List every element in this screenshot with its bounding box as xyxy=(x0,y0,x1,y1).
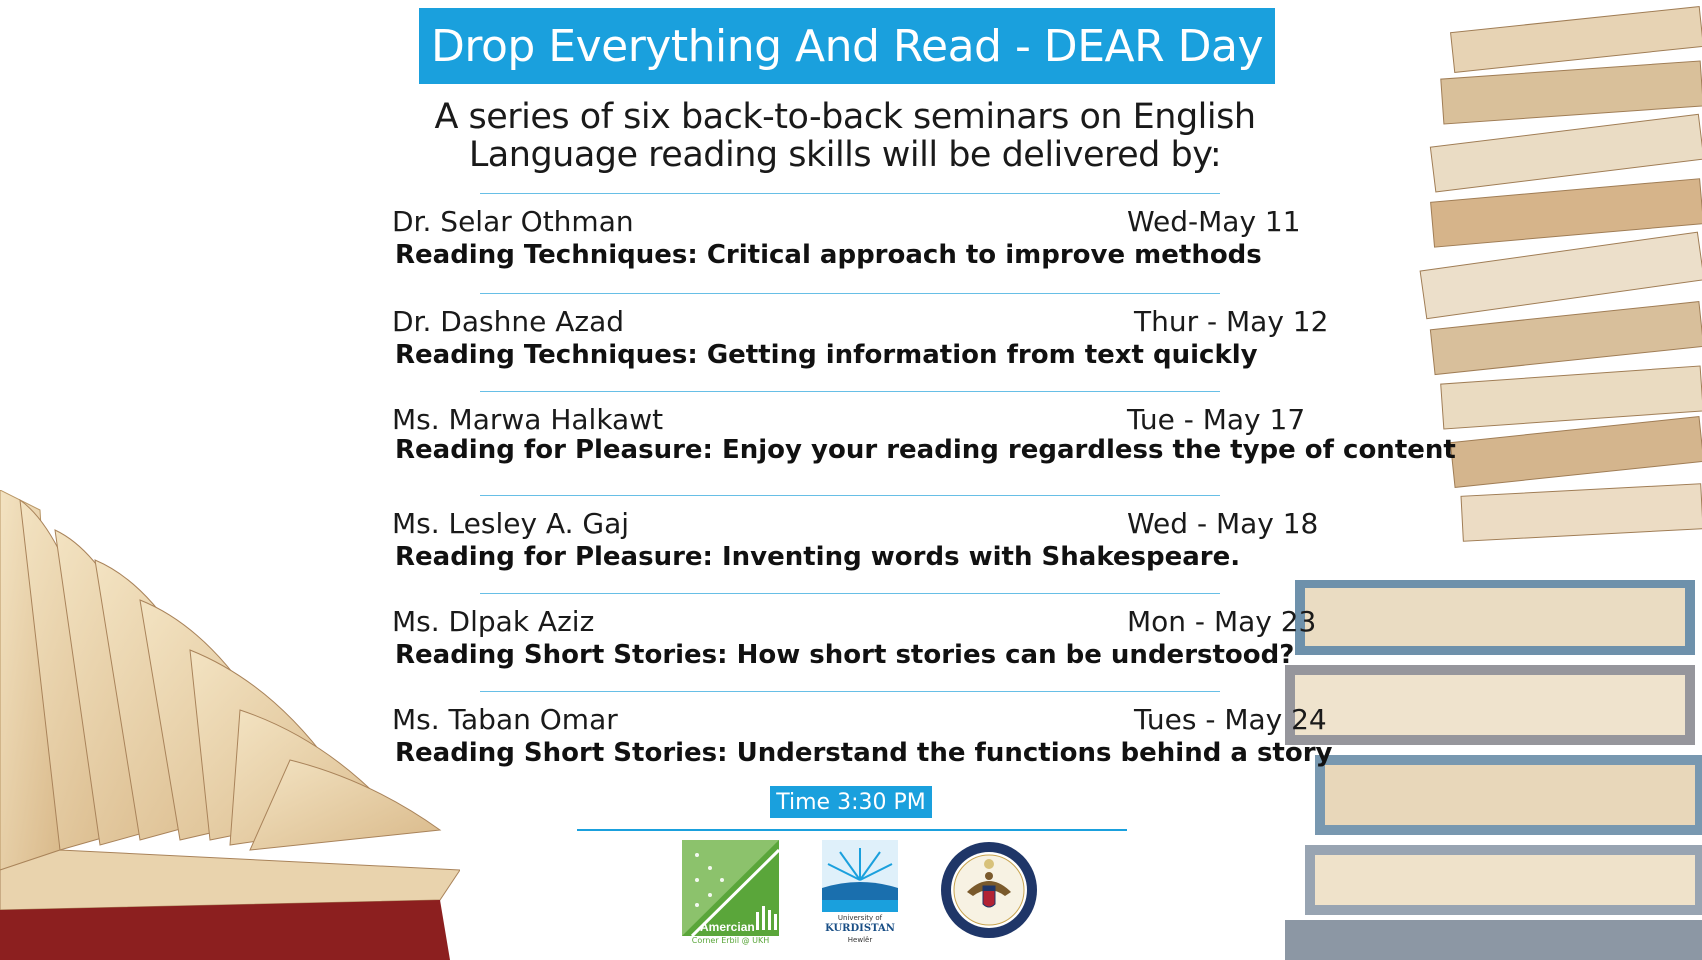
session-topic: Reading Short Stories: Understand the functions behind a story xyxy=(395,738,1333,768)
session-topic: Reading for Pleasure: Enjoy your reading regardless the type of content xyxy=(395,435,1456,465)
session-date: Tues - May 24 xyxy=(1134,703,1327,736)
university-of-kurdistan-logo xyxy=(822,840,898,948)
divider xyxy=(480,193,1220,194)
page-title: Drop Everything And Read - DEAR Day xyxy=(430,20,1264,72)
department-of-state-seal xyxy=(939,840,1039,940)
speaker-name: Ms. Lesley A. Gaj xyxy=(392,507,630,540)
subtitle: A series of six back-to-back seminars on English Language reading skills will be delivered by: xyxy=(434,97,1256,175)
session-topic: Reading for Pleasure: Inventing words with Shakespeare. xyxy=(395,542,1241,572)
session-topic: Reading Short Stories: How short stories can be understood? xyxy=(395,640,1295,670)
ukh-caption-line1: University of xyxy=(837,914,883,922)
divider xyxy=(577,829,1127,831)
divider xyxy=(480,593,1220,594)
divider xyxy=(480,691,1220,692)
speaker-name: Ms. Marwa Halkawt xyxy=(392,403,664,436)
session-date: Wed - May 18 xyxy=(1127,507,1319,540)
american-corner-caption: Corner Erbil @ UKH xyxy=(691,936,770,945)
speaker-name: Ms. Dlpak Aziz xyxy=(392,605,595,638)
ukh-caption-line3: Hewlêr xyxy=(847,936,873,944)
open-book-illustration xyxy=(0,490,460,960)
american-corner-logo xyxy=(682,840,779,948)
divider xyxy=(480,495,1220,496)
session-date: Thur - May 12 xyxy=(1134,305,1329,338)
session-date: Wed-May 11 xyxy=(1127,205,1301,238)
session-topic: Reading Techniques: Getting information from text quickly xyxy=(395,340,1258,370)
session-date: Tue - May 17 xyxy=(1127,403,1306,436)
divider xyxy=(480,391,1220,392)
session-topic: Reading Techniques: Critical approach to improve methods xyxy=(395,240,1262,270)
speaker-name: Dr. Selar Othman xyxy=(392,205,634,238)
divider xyxy=(480,293,1220,294)
time-badge: Time 3:30 PM xyxy=(770,786,932,818)
title-banner xyxy=(419,8,1275,84)
american-corner-name: Amercian xyxy=(700,920,755,934)
ukh-caption-line2: KURDISTAN xyxy=(825,923,895,934)
session-date: Mon - May 23 xyxy=(1127,605,1317,638)
speaker-name: Ms. Taban Omar xyxy=(392,703,618,736)
bottom-book-stack-illustration xyxy=(1285,580,1702,960)
speaker-name: Dr. Dashne Azad xyxy=(392,305,625,338)
